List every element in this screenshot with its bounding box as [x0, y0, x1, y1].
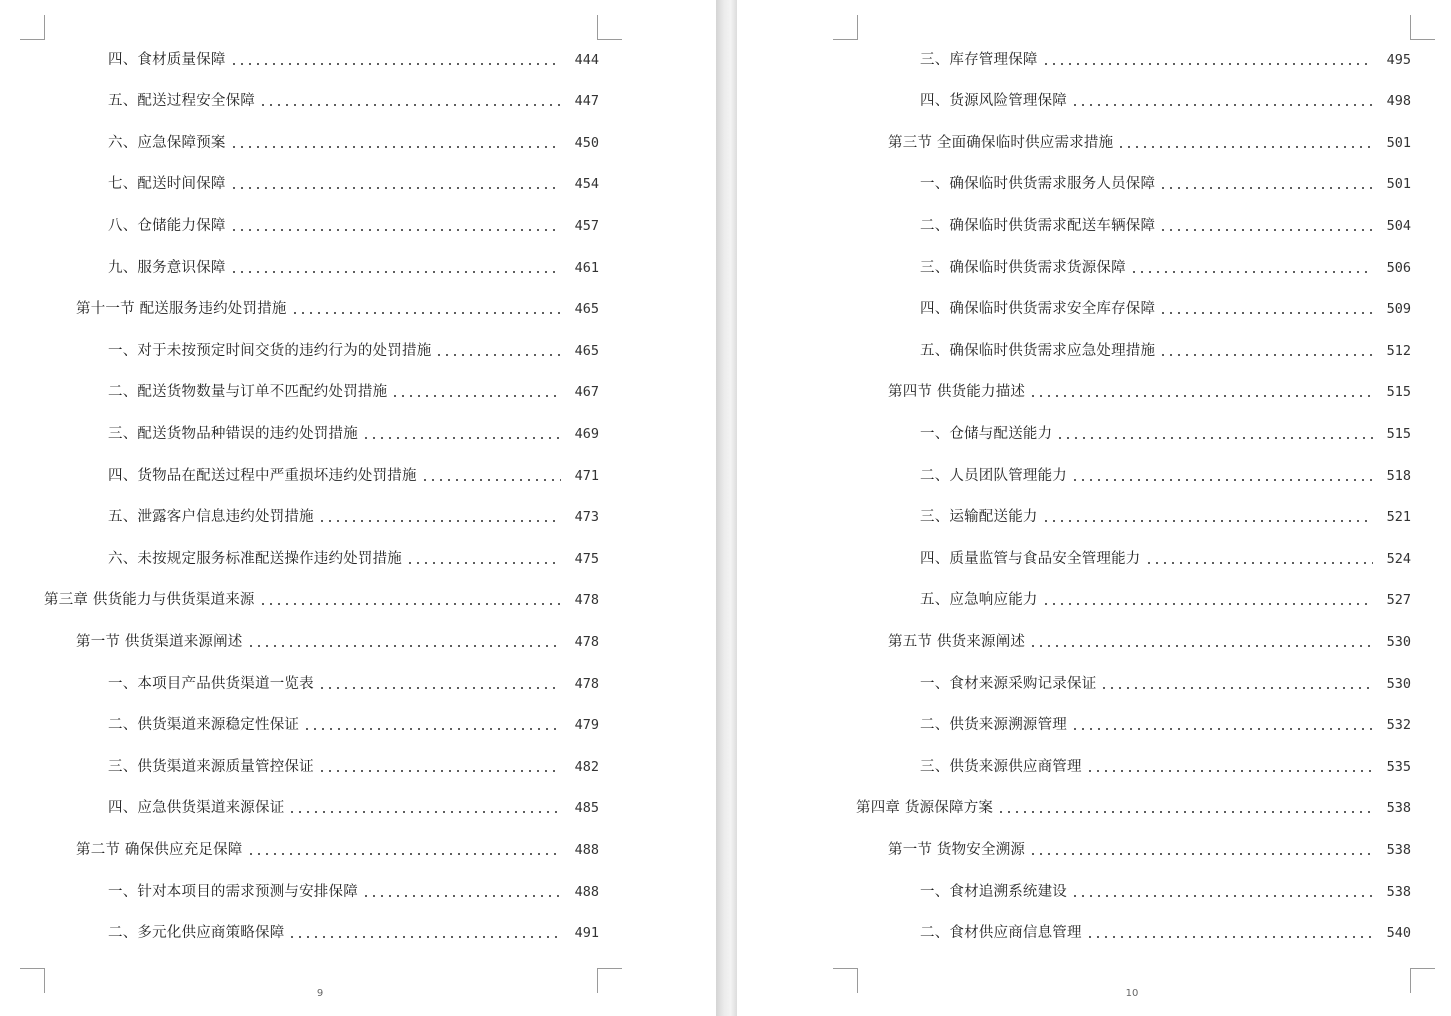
crop-mark	[597, 968, 622, 993]
dot-leader	[1029, 844, 1373, 856]
page-number: 9	[316, 988, 324, 999]
crop-mark	[20, 15, 45, 40]
dot-leader	[1086, 927, 1373, 939]
toc-entry-page: 530	[1386, 676, 1411, 692]
toc-section-entry[interactable]	[888, 839, 1411, 861]
toc-entry-page: 535	[1386, 759, 1411, 775]
toc-entry[interactable]	[920, 922, 1411, 944]
dot-leader	[1145, 553, 1374, 565]
toc-entry-title: 第十一节 配送服务违约处罚措施	[76, 301, 287, 317]
toc-entry-title: 三、运输配送能力	[920, 509, 1038, 525]
toc-entry-page: 509	[1386, 301, 1411, 317]
toc-entry[interactable]	[920, 589, 1411, 611]
toc-entry-title: 四、货源风险管理保障	[920, 93, 1067, 109]
toc-entry-page: 478	[574, 634, 599, 650]
toc-section-entry[interactable]	[76, 839, 599, 861]
toc-entry[interactable]	[108, 922, 599, 944]
toc-entry-page: 471	[574, 468, 599, 484]
crop-mark	[1410, 968, 1435, 993]
toc-entry-title: 第一节 供货渠道来源阐述	[76, 634, 243, 650]
toc-entry-title: 第四章 货源保障方案	[856, 800, 994, 816]
dot-leader	[230, 262, 561, 274]
toc-entry-title: 第五节 供货来源阐述	[888, 634, 1026, 650]
toc-entry-page: 501	[1386, 176, 1411, 192]
toc-entry-page: 538	[1386, 842, 1411, 858]
toc-entry[interactable]	[108, 548, 599, 570]
toc-entry-page: 538	[1386, 884, 1411, 900]
toc-entry-page: 475	[574, 551, 599, 567]
toc-section-entry[interactable]	[888, 132, 1411, 154]
toc-entry[interactable]	[108, 381, 599, 403]
toc-entry[interactable]	[920, 756, 1411, 778]
toc-entry-title: 三、库存管理保障	[920, 52, 1038, 68]
dot-leader	[1071, 886, 1373, 898]
crop-mark	[20, 968, 45, 993]
toc-entry-title: 四、应急供货渠道来源保证	[108, 800, 285, 816]
crop-mark	[597, 15, 622, 40]
toc-entry-title: 二、食材供应商信息管理	[920, 925, 1082, 941]
dot-leader	[1130, 262, 1373, 274]
toc-entry-title: 二、配送货物数量与订单不匹配约处罚措施	[108, 384, 388, 400]
dot-leader	[1071, 470, 1373, 482]
dot-leader	[303, 719, 561, 731]
toc-section-entry[interactable]	[76, 631, 599, 653]
toc-entry-title: 六、应急保障预案	[108, 135, 226, 151]
toc-entry-title: 二、供货来源溯源管理	[920, 717, 1067, 733]
dot-leader	[1159, 303, 1373, 315]
page-gutter	[716, 0, 737, 1016]
dot-leader	[1159, 178, 1373, 190]
toc-entry-title: 第二节 确保供应充足保障	[76, 842, 243, 858]
toc-section-entry[interactable]	[76, 298, 599, 320]
toc-entry-title: 一、针对本项目的需求预测与安排保障	[108, 884, 358, 900]
toc-entry-title: 一、仓储与配送能力	[920, 426, 1053, 442]
dot-leader	[362, 428, 561, 440]
dot-leader	[1159, 345, 1373, 357]
toc-section-entry[interactable]	[888, 631, 1411, 653]
toc-entry[interactable]	[920, 714, 1411, 736]
toc-entry-page: 479	[574, 717, 599, 733]
dot-leader	[318, 761, 561, 773]
toc-entry-title: 一、对于未按预定时间交货的违约行为的处罚措施	[108, 343, 432, 359]
toc-entry[interactable]	[920, 90, 1411, 112]
dot-leader	[1029, 386, 1373, 398]
toc-entry-page: 488	[574, 884, 599, 900]
toc-entry-page: 461	[574, 260, 599, 276]
toc-entry-title: 四、货物品在配送过程中严重损坏违约处罚措施	[108, 468, 417, 484]
dot-leader	[1086, 761, 1373, 773]
dot-leader	[318, 678, 561, 690]
toc-entry-page: 506	[1386, 260, 1411, 276]
toc-entry[interactable]	[920, 49, 1411, 71]
toc-entry-page: 469	[574, 426, 599, 442]
dot-leader	[291, 303, 561, 315]
toc-entry-title: 二、供货渠道来源稳定性保证	[108, 717, 300, 733]
toc-entry-title: 三、供货来源供应商管理	[920, 759, 1082, 775]
dot-leader	[318, 511, 561, 523]
toc-entry-title: 一、本项目产品供货渠道一览表	[108, 676, 314, 692]
toc-entry-title: 一、食材追溯系统建设	[920, 884, 1067, 900]
dot-leader	[247, 844, 561, 856]
toc-entry-title: 五、确保临时供货需求应急处理措施	[920, 343, 1156, 359]
dot-leader	[1042, 511, 1373, 523]
toc-entry-title: 一、食材来源采购记录保证	[920, 676, 1097, 692]
toc-entry-title: 八、仓储能力保障	[108, 218, 226, 234]
toc-entry-page: 515	[1386, 426, 1411, 442]
dot-leader	[1071, 95, 1373, 107]
toc-entry[interactable]	[920, 215, 1411, 237]
toc-entry-title: 二、多元化供应商策略保障	[108, 925, 285, 941]
toc-entry-page: 467	[574, 384, 599, 400]
toc-entry[interactable]	[108, 756, 599, 778]
toc-entry-page: 465	[574, 301, 599, 317]
toc-entry-page: 488	[574, 842, 599, 858]
dot-leader	[259, 95, 561, 107]
toc-entry[interactable]	[920, 340, 1411, 362]
crop-mark	[833, 968, 858, 993]
toc-entry[interactable]	[920, 548, 1411, 570]
toc-entry[interactable]	[108, 49, 599, 71]
dot-leader	[1100, 678, 1373, 690]
toc-entry-title: 第三章 供货能力与供货渠道来源	[44, 592, 255, 608]
toc-entry[interactable]	[108, 797, 599, 819]
dot-leader	[997, 802, 1373, 814]
crop-mark	[833, 15, 858, 40]
dot-leader	[247, 636, 561, 648]
toc-entry[interactable]	[108, 465, 599, 487]
toc-entry[interactable]	[920, 881, 1411, 903]
toc-entry-page: 478	[574, 592, 599, 608]
toc-entry-page: 512	[1386, 343, 1411, 359]
toc-entry[interactable]	[108, 257, 599, 279]
toc-entry-title: 一、确保临时供货需求服务人员保障	[920, 176, 1156, 192]
toc-entry-title: 五、泄露客户信息违约处罚措施	[108, 509, 314, 525]
toc-chapter-entry[interactable]	[856, 797, 1411, 819]
toc-entry-title: 七、配送时间保障	[108, 176, 226, 192]
toc-entry[interactable]	[920, 465, 1411, 487]
dot-leader	[259, 594, 561, 606]
toc-entry-page: 495	[1386, 52, 1411, 68]
toc-entry-page: 501	[1386, 135, 1411, 151]
document-page-right	[737, 0, 1451, 1016]
dot-leader	[1117, 137, 1373, 149]
toc-entry-title: 三、配送货物品种错误的违约处罚措施	[108, 426, 358, 442]
toc-entry[interactable]	[920, 298, 1411, 320]
dot-leader	[230, 54, 561, 66]
toc-entry[interactable]	[108, 215, 599, 237]
toc-entry-page: 530	[1386, 634, 1411, 650]
toc-entry[interactable]	[920, 673, 1411, 695]
toc-entry[interactable]	[108, 506, 599, 528]
toc-entry-page: 444	[574, 52, 599, 68]
toc-entry-page: 540	[1386, 925, 1411, 941]
toc-entry[interactable]	[108, 90, 599, 112]
toc-entry-page: 485	[574, 800, 599, 816]
dot-leader	[1042, 54, 1373, 66]
toc-entry-page: 521	[1386, 509, 1411, 525]
toc-entry[interactable]	[108, 673, 599, 695]
dot-leader	[1029, 636, 1373, 648]
toc-section-entry[interactable]	[888, 381, 1411, 403]
toc-entry-page: 515	[1386, 384, 1411, 400]
toc-entry-page: 465	[574, 343, 599, 359]
toc-entry-page: 527	[1386, 592, 1411, 608]
toc-entry-title: 三、确保临时供货需求货源保障	[920, 260, 1126, 276]
toc-entry-page: 454	[574, 176, 599, 192]
toc-entry-title: 六、未按规定服务标准配送操作违约处罚措施	[108, 551, 402, 567]
toc-chapter-entry[interactable]	[44, 589, 599, 611]
toc-entry[interactable]	[108, 340, 599, 362]
dot-leader	[288, 802, 561, 814]
toc-entry[interactable]	[108, 423, 599, 445]
toc-entry-title: 五、应急响应能力	[920, 592, 1038, 608]
toc-entry[interactable]	[108, 714, 599, 736]
dot-leader	[406, 553, 561, 565]
toc-entry-page: 498	[1386, 93, 1411, 109]
toc-entry-page: 524	[1386, 551, 1411, 567]
toc-entry-page: 518	[1386, 468, 1411, 484]
dot-leader	[230, 178, 561, 190]
dot-leader	[391, 386, 561, 398]
toc-entry[interactable]	[108, 881, 599, 903]
crop-mark	[1410, 15, 1435, 40]
toc-entry-title: 四、食材质量保障	[108, 52, 226, 68]
toc-entry-title: 四、确保临时供货需求安全库存保障	[920, 301, 1156, 317]
toc-entry-page: 450	[574, 135, 599, 151]
toc-entry-title: 九、服务意识保障	[108, 260, 226, 276]
toc-entry-page: 504	[1386, 218, 1411, 234]
toc-entry-title: 二、人员团队管理能力	[920, 468, 1067, 484]
dot-leader	[288, 927, 561, 939]
dot-leader	[1056, 428, 1373, 440]
dot-leader	[362, 886, 561, 898]
dot-leader	[1159, 220, 1373, 232]
toc-entry[interactable]	[108, 173, 599, 195]
toc-entry-page: 532	[1386, 717, 1411, 733]
toc-entry-page: 457	[574, 218, 599, 234]
toc-entry-page: 538	[1386, 800, 1411, 816]
dot-leader	[230, 220, 561, 232]
dot-leader	[435, 345, 561, 357]
document-page-left	[0, 0, 716, 1016]
toc-entry-page: 478	[574, 676, 599, 692]
toc-entry-title: 二、确保临时供货需求配送车辆保障	[920, 218, 1156, 234]
dot-leader	[230, 137, 561, 149]
dot-leader	[421, 470, 561, 482]
toc-entry-title: 第四节 供货能力描述	[888, 384, 1026, 400]
toc-entry-page: 447	[574, 93, 599, 109]
toc-entry-page: 473	[574, 509, 599, 525]
dot-leader	[1042, 594, 1373, 606]
toc-entry[interactable]	[920, 257, 1411, 279]
toc-entry-title: 第一节 货物安全溯源	[888, 842, 1026, 858]
toc-entry-page: 491	[574, 925, 599, 941]
toc-entry[interactable]	[920, 173, 1411, 195]
toc-entry[interactable]	[920, 423, 1411, 445]
page-number: 10	[1125, 988, 1139, 999]
dot-leader	[1071, 719, 1373, 731]
toc-entry[interactable]	[920, 506, 1411, 528]
toc-entry-page: 482	[574, 759, 599, 775]
toc-entry[interactable]	[108, 132, 599, 154]
toc-entry-title: 三、供货渠道来源质量管控保证	[108, 759, 314, 775]
toc-entry-title: 四、质量监管与食品安全管理能力	[920, 551, 1141, 567]
toc-entry-title: 五、配送过程安全保障	[108, 93, 255, 109]
toc-entry-title: 第三节 全面确保临时供应需求措施	[888, 135, 1114, 151]
